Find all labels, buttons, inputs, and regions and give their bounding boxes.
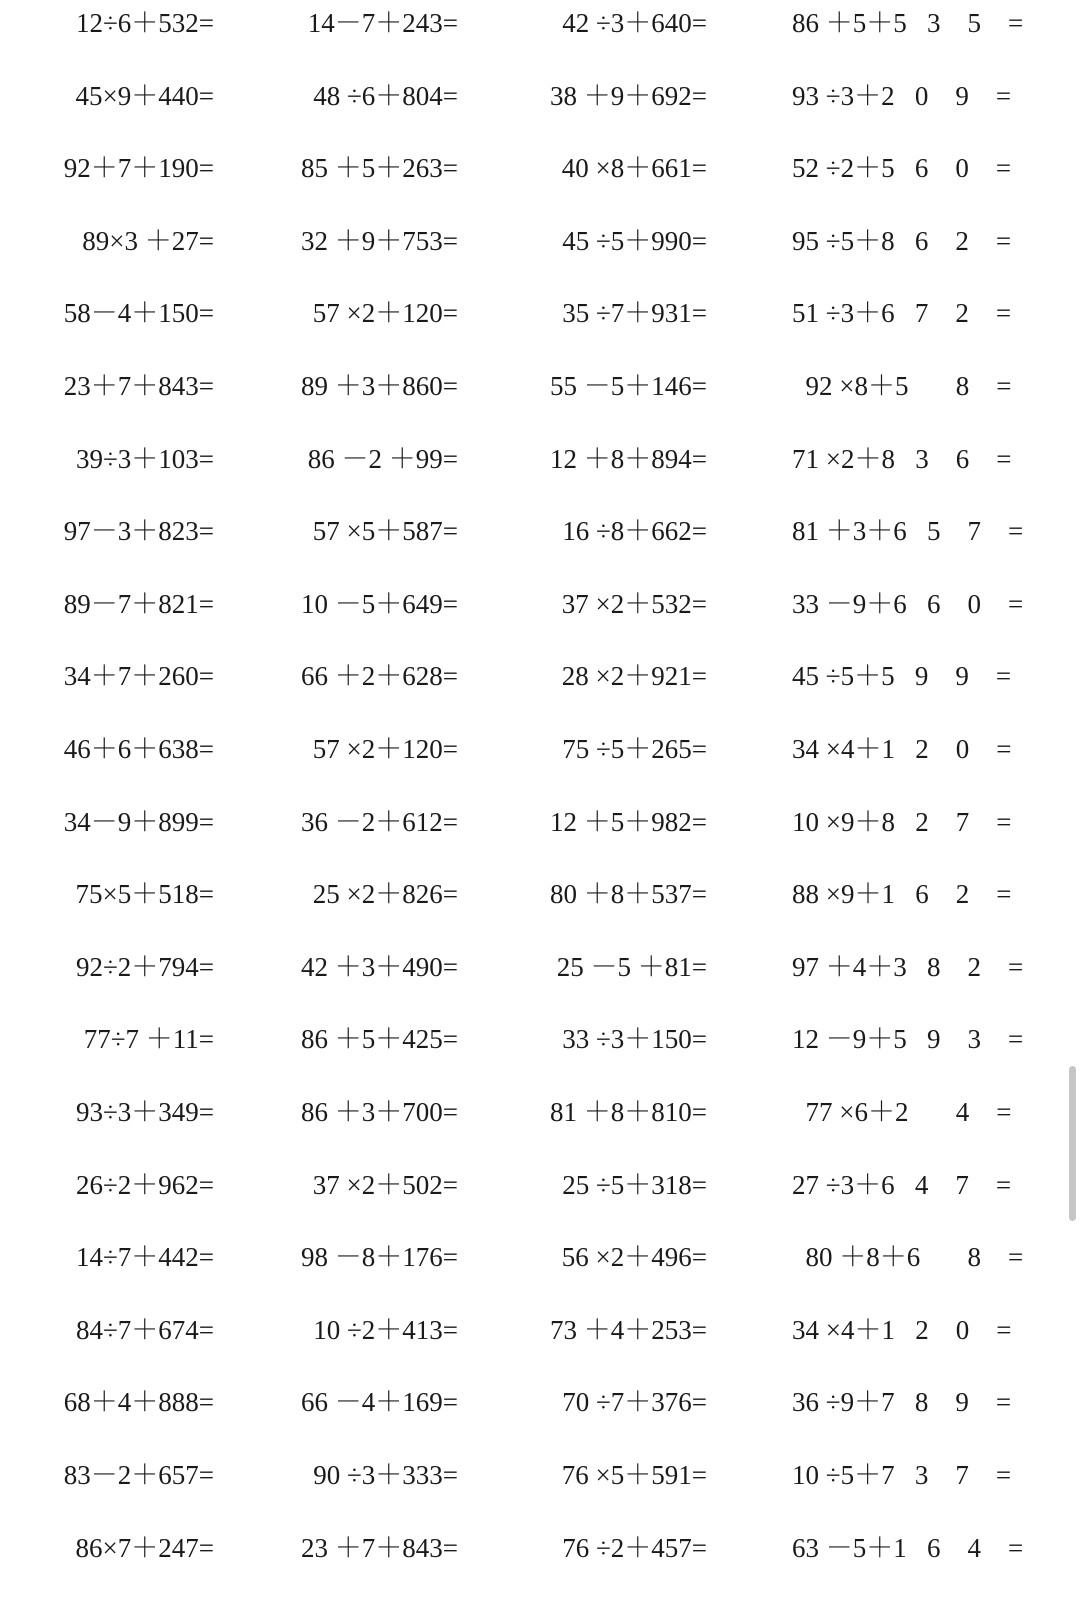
- math-problem: 77 ×6＋2 4 =: [792, 1097, 1012, 1127]
- math-problem: 56 ×2＋496=: [561, 1242, 707, 1272]
- problem-row: [0, 1165, 1080, 1205]
- problem-row: [0, 293, 1080, 333]
- math-problem: 81 ＋3＋6 5 7 =: [792, 516, 1024, 546]
- math-problem: 86 ＋5＋425=: [301, 1024, 458, 1054]
- math-problem: 23＋7＋843=: [63, 371, 214, 401]
- math-problem: 86×7＋247=: [75, 1533, 214, 1563]
- math-problem: 33 ÷3＋150=: [562, 1024, 707, 1054]
- problem-row: [0, 1382, 1080, 1422]
- math-problem: 97 ＋4＋3 8 2 =: [792, 952, 1024, 982]
- math-problem: 42 ＋3＋490=: [301, 952, 458, 982]
- problem-row: [0, 1092, 1080, 1132]
- math-problem: 25 ×2＋826=: [312, 879, 458, 909]
- math-problem: 63 －5＋1 6 4 =: [792, 1533, 1024, 1563]
- math-problem: 42 ÷3＋640=: [562, 8, 707, 38]
- math-problem: 73 ＋4＋253=: [550, 1315, 707, 1345]
- math-problem: 76 ×5＋591=: [561, 1460, 707, 1490]
- math-problem: 36 ÷9＋7 8 9 =: [792, 1387, 1012, 1417]
- vertical-scrollbar-thumb[interactable]: [1069, 1066, 1076, 1221]
- math-problem: 14－7＋243=: [307, 8, 458, 38]
- math-problem: 45 ÷5＋990=: [562, 226, 707, 256]
- math-problem: 46＋6＋638=: [63, 734, 214, 764]
- math-problem: 12 －9＋5 9 3 =: [792, 1024, 1024, 1054]
- math-problem: 90 ÷3＋333=: [313, 1460, 458, 1490]
- math-problem: 10 ×9＋8 2 7 =: [792, 807, 1012, 837]
- problem-row: [0, 1528, 1080, 1568]
- math-problem: 66 －4＋169=: [301, 1387, 458, 1417]
- math-problem: 52 ÷2＋5 6 0 =: [792, 153, 1012, 183]
- math-problem: 71 ×2＋8 3 6 =: [792, 444, 1012, 474]
- problem-row: [0, 1019, 1080, 1059]
- math-problem: 86 ＋3＋700=: [301, 1097, 458, 1127]
- problem-row: [0, 802, 1080, 842]
- math-problem: 16 ÷8＋662=: [562, 516, 707, 546]
- problem-row: [0, 1455, 1080, 1495]
- math-problem: 12 ＋8＋894=: [550, 444, 707, 474]
- math-problem: 98 －8＋176=: [301, 1242, 458, 1272]
- math-problem: 55 －5＋146=: [550, 371, 707, 401]
- math-problem: 84÷7＋674=: [75, 1315, 214, 1345]
- math-problem: 27 ÷3＋6 4 7 =: [792, 1170, 1012, 1200]
- math-problem: 81 ＋8＋810=: [550, 1097, 707, 1127]
- problem-row: [0, 1310, 1080, 1350]
- math-problem: 92÷2＋794=: [75, 952, 214, 982]
- math-problem: 26÷2＋962=: [75, 1170, 214, 1200]
- math-problem: 77÷7 ＋11=: [83, 1024, 214, 1054]
- math-problem: 88 ×9＋1 6 2 =: [792, 879, 1012, 909]
- math-problem: 48 ÷6＋804=: [313, 81, 458, 111]
- math-problem: 86 ＋5＋5 3 5 =: [792, 8, 1024, 38]
- math-problem: 92＋7＋190=: [63, 153, 214, 183]
- math-problem: 37 ×2＋502=: [312, 1170, 458, 1200]
- problem-row: [0, 874, 1080, 914]
- math-problem: 93 ÷3＋2 0 9 =: [792, 81, 1012, 111]
- problem-row: [0, 729, 1080, 769]
- problem-row: [0, 366, 1080, 406]
- math-problem: 85 ＋5＋263=: [301, 153, 458, 183]
- math-problem: 75 ÷5＋265=: [562, 734, 707, 764]
- math-problem: 66 ＋2＋628=: [301, 661, 458, 691]
- math-problem: 32 ＋9＋753=: [301, 226, 458, 256]
- math-problem: 51 ÷3＋6 7 2 =: [792, 298, 1012, 328]
- math-problem: 36 －2＋612=: [301, 807, 458, 837]
- math-problem: 80 ＋8＋6 8 =: [792, 1242, 1024, 1272]
- math-problem: 70 ÷7＋376=: [562, 1387, 707, 1417]
- math-problem: 68＋4＋888=: [63, 1387, 214, 1417]
- math-problem: 92 ×8＋5 8 =: [792, 371, 1012, 401]
- problem-row: [0, 584, 1080, 624]
- math-problem: 86 －2 ＋99=: [307, 444, 458, 474]
- problem-row: [0, 656, 1080, 696]
- math-problem: 39÷3＋103=: [75, 444, 214, 474]
- math-problem: 75×5＋518=: [75, 879, 214, 909]
- math-problem: 14÷7＋442=: [75, 1242, 214, 1272]
- math-problem: 45×9＋440=: [75, 81, 214, 111]
- math-problem: 58－4＋150=: [63, 298, 214, 328]
- problem-row: [0, 1237, 1080, 1277]
- math-problem: 40 ×8＋661=: [561, 153, 707, 183]
- problem-row: [0, 221, 1080, 261]
- math-problem: 10 ÷2＋413=: [313, 1315, 458, 1345]
- math-problem: 89－7＋821=: [63, 589, 214, 619]
- problem-row: [0, 148, 1080, 188]
- math-problem: 10 ÷5＋7 3 7 =: [792, 1460, 1012, 1490]
- math-problem: 33 －9＋6 6 0 =: [792, 589, 1024, 619]
- math-problem: 95 ÷5＋8 6 2 =: [792, 226, 1012, 256]
- problem-row: [0, 439, 1080, 479]
- math-problem: 12÷6＋532=: [75, 8, 214, 38]
- math-problem: 89×3 ＋27=: [82, 226, 214, 256]
- math-problem: 10 －5＋649=: [301, 589, 458, 619]
- problem-row: [0, 3, 1080, 43]
- math-problem: 97－3＋823=: [63, 516, 214, 546]
- math-problem: 35 ÷7＋931=: [562, 298, 707, 328]
- math-problem: 37 ×2＋532=: [561, 589, 707, 619]
- math-problem: 34＋7＋260=: [63, 661, 214, 691]
- math-problem: 57 ×5＋587=: [312, 516, 458, 546]
- math-problem: 23 ＋7＋843=: [301, 1533, 458, 1563]
- math-problem: 34－9＋899=: [63, 807, 214, 837]
- math-problem: 25 －5 ＋81=: [556, 952, 707, 982]
- math-problem: 12 ＋5＋982=: [550, 807, 707, 837]
- math-problem: 34 ×4＋1 2 0 =: [792, 1315, 1012, 1345]
- math-problem: 76 ÷2＋457=: [562, 1533, 707, 1563]
- math-problem: 57 ×2＋120=: [312, 298, 458, 328]
- math-problem: 25 ÷5＋318=: [562, 1170, 707, 1200]
- problem-row: [0, 511, 1080, 551]
- math-problem: 38 ＋9＋692=: [550, 81, 707, 111]
- math-problem: 45 ÷5＋5 9 9 =: [792, 661, 1012, 691]
- math-problem: 93÷3＋349=: [75, 1097, 214, 1127]
- math-problem: 28 ×2＋921=: [561, 661, 707, 691]
- math-problem: 89 ＋3＋860=: [301, 371, 458, 401]
- math-problem: 83－2＋657=: [63, 1460, 214, 1490]
- math-problem: 80 ＋8＋537=: [550, 879, 707, 909]
- math-problem: 34 ×4＋1 2 0 =: [792, 734, 1012, 764]
- problem-row: [0, 947, 1080, 987]
- problem-row: [0, 76, 1080, 116]
- math-problem: 57 ×2＋120=: [312, 734, 458, 764]
